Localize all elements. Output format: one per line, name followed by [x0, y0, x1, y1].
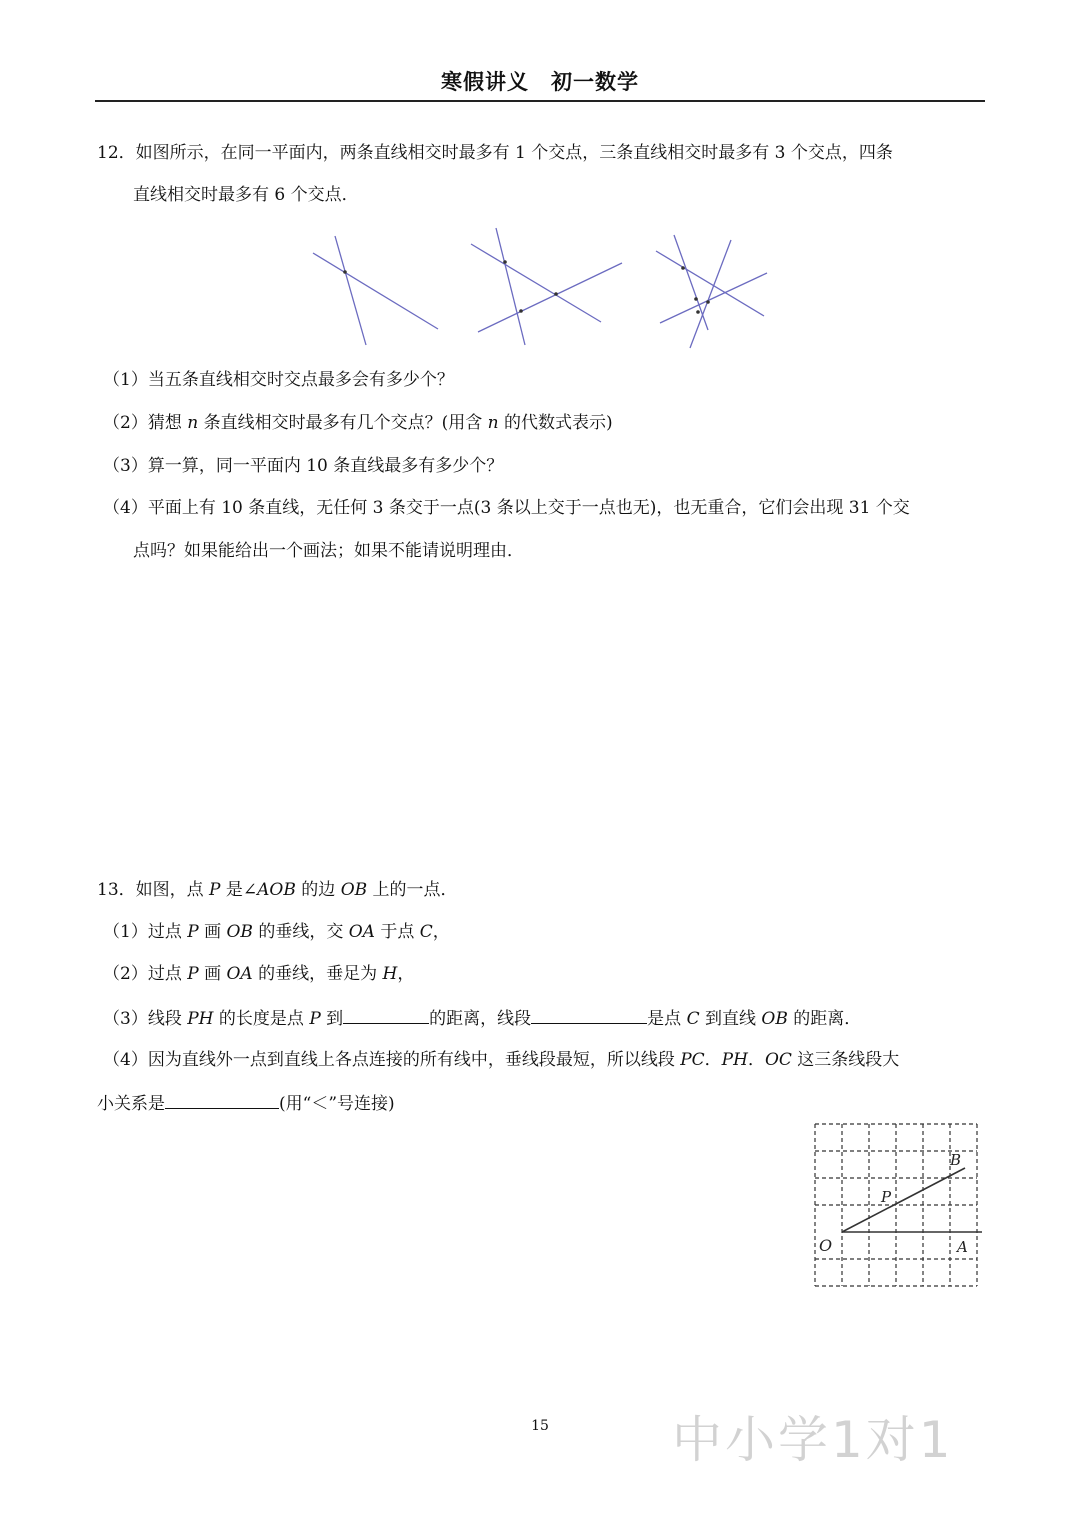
q12-part4-line2: 点吗？如果能给出一个画法；如果不能请说明理由． — [133, 541, 524, 561]
q13-p3-b: 的长度是点 — [213, 1009, 310, 1029]
q13-p4-d: 这三条线段大 — [791, 1050, 900, 1070]
q13-p1-b: 画 — [198, 922, 227, 942]
q13-p4-OC: OC — [764, 1050, 792, 1070]
q13-stem-a: 13．如图，点 — [97, 880, 210, 900]
q13-stem-b: 是∠ — [220, 880, 258, 900]
q13-p3-c: 到 — [320, 1009, 344, 1029]
q12-statement-line2: 直线相交时最多有 6 个交点． — [133, 185, 359, 205]
q13-stem-c: 的边 — [295, 880, 341, 900]
q13-p2-a: （2）过点 — [103, 964, 188, 984]
q13-p4-PH: PH — [721, 1050, 748, 1070]
q13-p3-g: 的距离． — [787, 1009, 862, 1029]
q12-part2-text-b: 条直线相交时最多有几个交点？(用含 — [198, 413, 488, 433]
label-A: A — [957, 1238, 968, 1256]
q13-p3-f: 到直线 — [699, 1009, 762, 1029]
q13-p3-PH: PH — [187, 1009, 214, 1029]
q13-stem-d: 上的一点． — [367, 880, 458, 900]
q13-p1-d: 于点 — [374, 922, 420, 942]
q13-stem-P: P — [209, 880, 221, 900]
q13-p3-C: C — [686, 1009, 700, 1029]
q13-p3-P: P — [309, 1009, 321, 1029]
q13-p4-a: （4）因为直线外一点到直线上各点连接的所有线中，垂线段最短，所以线段 — [103, 1050, 681, 1070]
q13-p3-a: （3）线段 — [103, 1009, 188, 1029]
q13-p1-P: P — [187, 922, 199, 942]
q13-p3-OB: OB — [761, 1009, 788, 1029]
q13-p4-line2-a: 小关系是 — [97, 1094, 165, 1114]
q12-part1: （1）当五条直线相交时交点最多会有多少个？ — [103, 370, 454, 390]
q13-p1-C: C — [419, 922, 433, 942]
q13-p1-e: ， — [432, 922, 450, 942]
q13-p2-OA: OA — [226, 964, 253, 984]
q13-p4-c: ． — [747, 1050, 765, 1070]
q13-p4-line2-b: (用“＜”号连接) — [279, 1094, 395, 1114]
dashed-grid — [815, 1124, 977, 1286]
watermark: 中小学1对1 — [672, 1411, 954, 1469]
q12-part2-text-a: （2）猜想 — [103, 413, 188, 433]
q13-p2-d: ， — [397, 964, 415, 984]
label-B: B — [950, 1151, 962, 1169]
q12-part2-var-n2: n — [487, 413, 499, 433]
q13-p3-d: 的距离，线段 — [429, 1009, 532, 1029]
page-number: 15 — [531, 1418, 549, 1434]
label-P: P — [881, 1188, 892, 1206]
q12-part3: （3）算一算，同一平面内 10 条直线最多有多少个？ — [103, 456, 504, 476]
q13-p1-OB: OB — [226, 922, 253, 942]
label-O: O — [819, 1236, 833, 1255]
q13-p1-OA: OA — [348, 922, 375, 942]
q13-p2-P: P — [187, 964, 199, 984]
q13-p1-c: 的垂线，交 — [252, 922, 349, 942]
q13-stem-OB: OB — [340, 880, 368, 900]
q13-stem-AOB: AOB — [257, 880, 296, 900]
q13-p4-b: ． — [704, 1050, 722, 1070]
q13-p2-c: 的垂线，垂足为 — [252, 964, 383, 984]
q12-part2-var-n: n — [187, 413, 199, 433]
q13-p3-e: 是点 — [647, 1009, 687, 1029]
q13-p2-H: H — [382, 964, 398, 984]
q12-part4-line1: （4）平面上有 10 条直线，无任何 3 条交于一点(3 条以上交于一点也无)，也无重合，它们会出现 31 个交 — [103, 498, 910, 518]
q12-part2-text-c: 的代数式表示) — [498, 413, 613, 433]
q12-statement-line1: 12．如图所示，在同一平面内，两条直线相交时最多有 1 个交点，三条直线相交时最多有 3 个交点，四条 — [97, 143, 893, 163]
q13-p1-a: （1）过点 — [103, 922, 188, 942]
page-header-title: 寒假讲义 初一数学 — [441, 70, 639, 94]
q13-p2-b: 画 — [198, 964, 227, 984]
q13-p4-PC: PC — [680, 1050, 705, 1070]
